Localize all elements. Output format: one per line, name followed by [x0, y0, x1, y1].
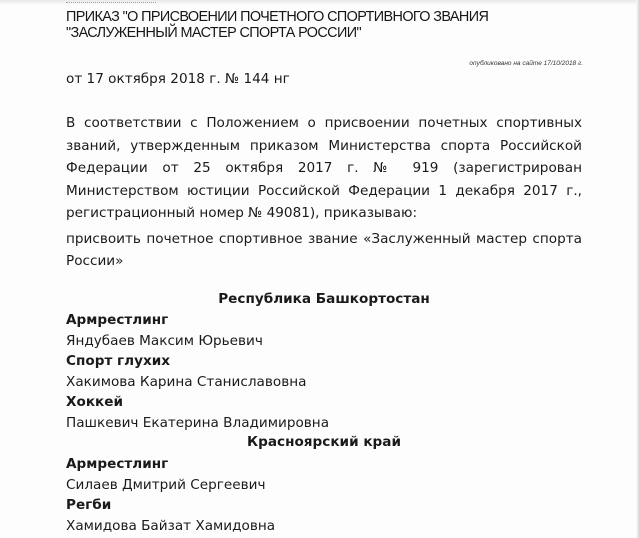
preamble-paragraph: В соответствии с Положением о присвоении почетных спортивных званий, утвержденным приказом Министерства спорта Российской Федерации от 25 октября 2017 г. № 919 (зарегистрирован Министерством юстиции Российской Федерации 1 декабря 2017 г., регистрационный номер № 49081), приказываю: [66, 115, 582, 221]
awardee-name: Яндубаев Максим Юрьевич [66, 333, 263, 349]
region-heading: Красноярский край [247, 434, 401, 450]
published-note: опубликовано на сайте 17/10/2018 г. [469, 60, 583, 67]
top-link-fragment[interactable] [66, 0, 156, 3]
awardee-name: Силаев Дмитрий Сергеевич [66, 477, 266, 493]
sport-heading: Хоккей [66, 394, 124, 410]
awardee-name: Хамидова Байзат Хамидовна [66, 518, 276, 534]
order-date-number: от 17 октября 2018 г. № 144 нг [66, 71, 290, 87]
awardee-name: Пашкевич Екатерина Владимировна [66, 415, 330, 431]
awardee-name: Хакимова Карина Станиславовна [66, 374, 307, 390]
sport-heading: Армрестлинг [66, 456, 169, 472]
decree-paragraph: присвоить почетное спортивное звание «Заслуженный мастер спорта России» [66, 231, 582, 269]
region-heading: Республика Башкортостан [218, 291, 430, 307]
sport-heading: Армрестлинг [66, 312, 169, 328]
document-title: ПРИКАЗ "О ПРИСВОЕНИИ ПОЧЕТНОГО СПОРТИВНОГО ЗВАНИЯ "ЗАСЛУЖЕННЫЙ МАСТЕР СПОРТА РОССИИ" [66, 9, 489, 41]
right-edge-shadow [636, 0, 640, 538]
sport-heading: Регби [66, 497, 112, 513]
sport-heading: Спорт глухих [66, 353, 171, 369]
